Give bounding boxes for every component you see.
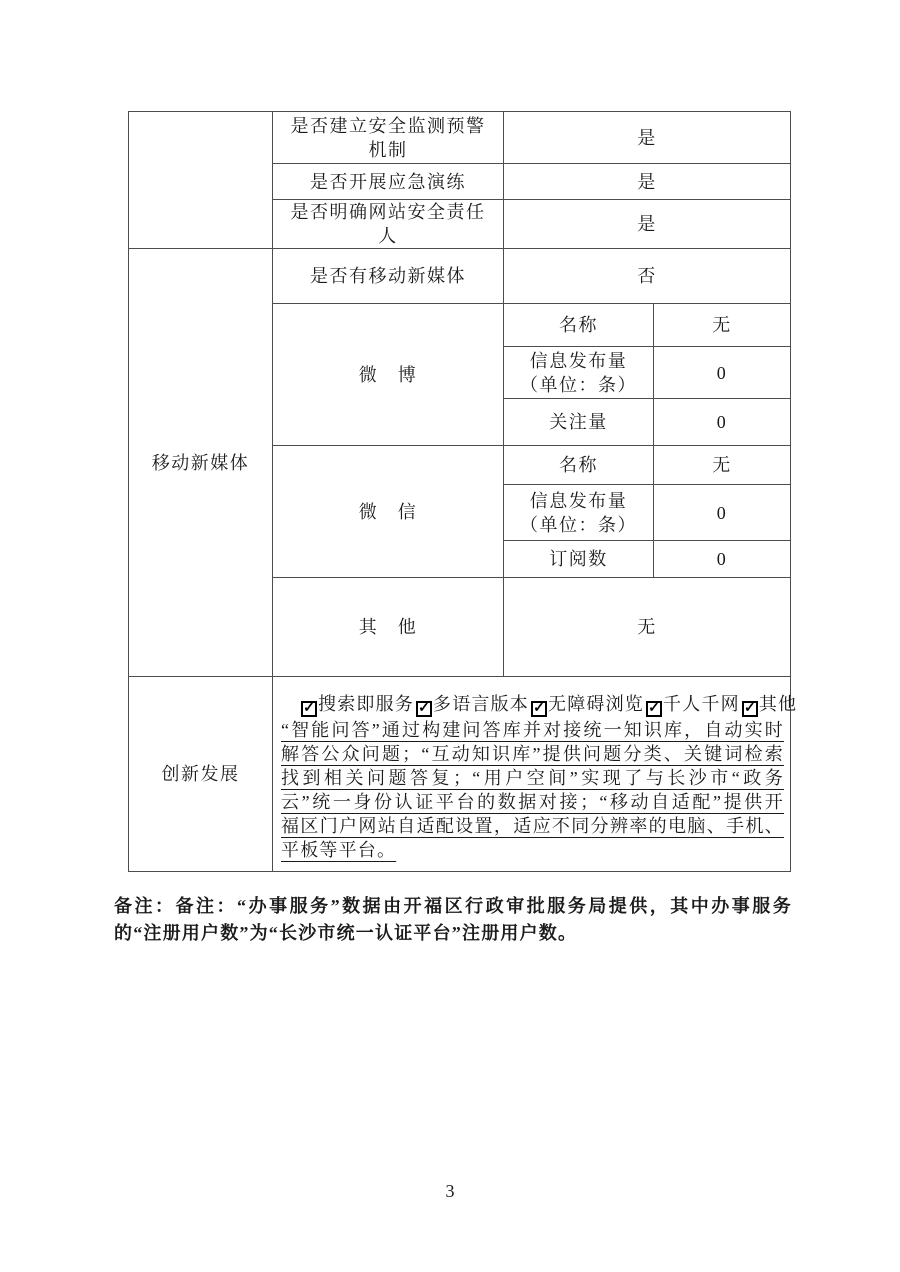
field-value-cell: 0 [654,541,791,578]
subsection-header-weibo: 微 博 [273,304,504,446]
innovation-option-label: 无障碍浏览 [548,694,644,714]
field-label-cell [504,446,654,485]
answer-cell: 否 [504,249,791,304]
subsection-header-wechat: 微 信 [273,446,504,578]
field-label-line: （单位：条） [520,374,637,395]
field-value-cell: 无 [654,446,791,485]
checkbox-checked-icon: ✓ [416,701,432,717]
annual-report-table [128,111,798,872]
field-label-line: 关注量 [549,412,608,432]
field-label-line: 信息发布量 [529,490,628,511]
description-line: “智能问答”通过构建问答库并对接统一知识库，自动实时 [281,720,784,740]
field-label-cell [504,304,654,347]
description-line: 福区门户网站自适配设置，适应不同分辨率的电脑、手机、 [281,816,784,836]
description-line: 平板等平台。 [281,840,397,860]
innovation-option-label: 搜索即服务 [318,694,414,714]
field-value-cell: 0 [654,347,791,399]
field-label-line: 名称 [559,315,598,335]
innovation-options-row [281,691,798,718]
field-label-line: 名称 [559,455,598,475]
innovation-option [740,691,797,718]
question-cell: 是否开展应急演练 [273,164,504,200]
description-line: 找到相关问题答复；“用户空间”实现了与长沙市“政务 [281,768,784,788]
innovation-option-label: 其他 [758,694,798,714]
field-label-cell [504,347,654,399]
description-line: 解答公众问题；“互动知识库”提供问题分类、关键词检索 [281,744,784,764]
table-row [129,249,791,304]
innovation-option [529,691,644,718]
answer-cell: 是 [504,200,791,249]
page-number: 3 [445,1181,455,1201]
answer-cell: 是 [504,164,791,200]
checkbox-checked-icon: ✓ [742,701,758,717]
checkbox-checked-icon: ✓ [646,701,662,717]
section-header-innovation: 创新发展 [129,677,273,872]
description-line: 云”统一身份认证平台的数据对接；“移动自适配”提供开 [281,792,784,812]
field-label-line: 订阅数 [549,549,608,569]
empty-section-header-cell [129,112,273,249]
field-label-line: （单位：条） [520,514,637,535]
table-row [129,112,791,164]
innovation-option-label: 千人千网 [663,694,740,714]
field-label-cell [504,399,654,446]
subsection-header-other: 其 他 [273,578,504,677]
innovation-option [414,691,529,718]
innovation-content-cell [273,677,798,872]
innovation-option [299,691,414,718]
field-value-cell: 无 [654,304,791,347]
field-value-cell: 0 [654,399,791,446]
checkbox-checked-icon: ✓ [301,701,317,717]
table-row [129,677,791,872]
answer-cell: 无 [504,578,791,677]
footnote-remark: 备注：备注：“办事服务”数据由开福区行政审批服务局提供，其中办事服务的“注册用户数”为“长沙市统一认证平台”注册用户数。 [114,896,792,943]
question-cell: 是否明确网站安全责任人 [273,200,504,249]
checkbox-checked-icon: ✓ [531,701,547,717]
innovation-option-label: 多语言版本 [433,694,529,714]
question-cell: 是否建立安全监测预警机制 [273,112,504,164]
section-header-mobile-media: 移动新媒体 [129,249,273,677]
answer-cell: 是 [504,112,791,164]
innovation-description [281,718,784,862]
field-label-line: 信息发布量 [529,350,628,371]
field-value-cell: 0 [654,485,791,541]
field-label-cell [504,485,654,541]
innovation-option [644,691,740,718]
question-cell: 是否有移动新媒体 [273,249,504,304]
field-label-cell [504,541,654,578]
